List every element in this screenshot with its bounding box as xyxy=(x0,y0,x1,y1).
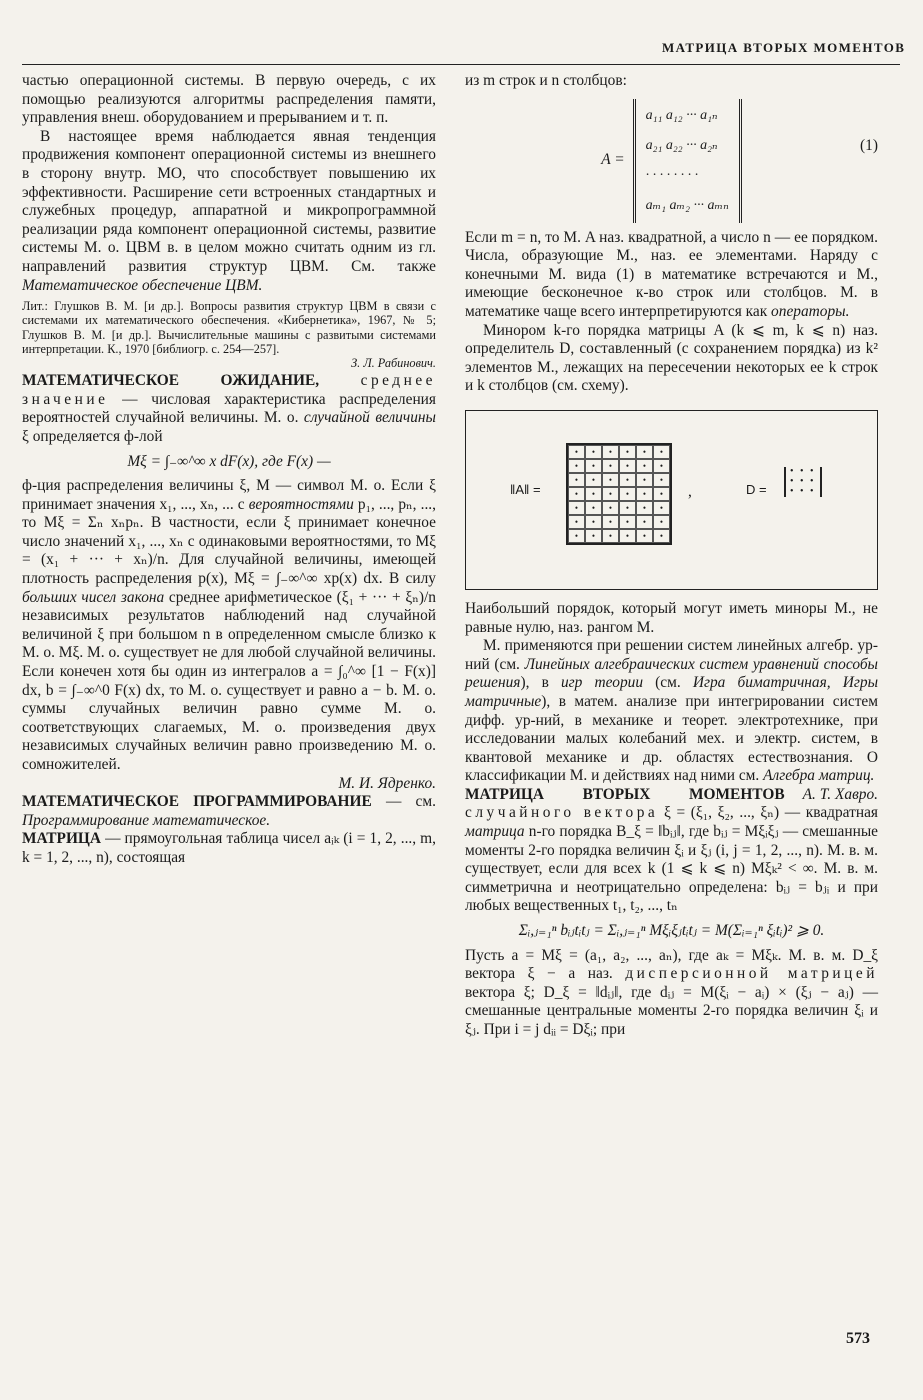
matrix-row: a₁₁ a₁₂ ··· a₁ₙ xyxy=(645,107,718,123)
cross-reference: игр теории xyxy=(560,674,644,692)
entry-term: МАТРИЦА xyxy=(22,830,102,848)
text: ξ = (ξ₁, ξ₂, ..., ξₙ) — квадратная xyxy=(663,804,878,822)
cross-reference: Игра биматричная, Игры матричные xyxy=(465,674,878,710)
text: Если m = n, то М. A наз. квадратной, а число n — ее порядком. Числа, образующие М., наз. ее элементами. Наряду с конечными М. вида (1) в математике встречаются и М., имеющие бесконечное к-во строк или столбцов. М. в математике чаще всего интерпретируются как xyxy=(465,228,878,320)
text: ф-ция распределения величины ξ, M — символ М. о. Если ξ принимает значения x₁, ..., xₙ, ... с xyxy=(22,477,436,513)
equation-number: (1) xyxy=(860,136,878,154)
matrix-lhs: A = xyxy=(601,151,625,169)
paragraph: Наибольший порядок, который могут иметь миноры М., не равные нулю, наз. рангом М. xyxy=(465,599,878,636)
entry-second-moments xyxy=(465,786,878,916)
page-number: 573 xyxy=(846,1330,870,1347)
figure-label-d: D = xyxy=(746,481,767,497)
minor-determinant: • • • • • • • • • xyxy=(784,467,822,497)
entry-expectation xyxy=(22,372,436,446)
text: В настоящее время наблюдается явная тенденция продвижения компонент операционной системы из внешнего в сторону внутр. МО, что способствует повышению их эффективности. Расширение сети встроенных стандартных и служебных процедур, аппаратной и микропрограммной реализации ряда компонент операционной системы, развитие системы М. о. ЦВМ в. в целом можно считать одним из гл. направлений развития структур ЦВМ. См. также xyxy=(22,127,436,275)
entry-programming xyxy=(22,793,436,830)
left-column xyxy=(22,72,436,868)
cross-reference: матрица xyxy=(465,823,525,841)
formula: Mξ = ∫₋∞^∞ x dF(x), где F(x) — xyxy=(127,452,331,470)
author-signature: З. Л. Рабинович. xyxy=(351,355,436,370)
figure-comma: , xyxy=(688,482,692,500)
running-header: МАТРИЦА ВТОРЫХ МОМЕНТОВ xyxy=(662,40,906,55)
text: вектора ξ; D_ξ = ‖dᵢⱼ‖, где dᵢⱼ = M(ξᵢ − aᵢ) × (ξⱼ − aⱼ) — смешанные центральные моменты 2-го порядка величин ξᵢ и ξⱼ. При i = j dᵢᵢ = Dξᵢ; при xyxy=(465,983,878,1038)
matrix-row: a₂₁ a₂₂ ··· a₂ₙ xyxy=(645,137,718,153)
cross-reference: Линейных алгебраических систем уравнений способы решения xyxy=(465,655,878,692)
text: p₁, ..., pₙ, ..., то Mξ = Σₙ xₙpₙ. В частности, если ξ принимает конечное число значений x₁, ..., xₙ с одинаковыми вероятностями, то Mξ = (x₁ + ··· + xₙ)/n. Для случайной величины, имеющей плотность распределения p(x), Mξ = ∫₋∞^∞ xp(x) dx. В силу xyxy=(22,495,436,588)
cross-reference: больших чисел закона xyxy=(22,588,165,606)
text: ), в xyxy=(520,674,549,692)
text: ξ определяется ф-лой xyxy=(22,427,163,445)
text: — прямоугольная таблица чисел aᵢₖ (i = 1, 2, ..., m, k = 1, 2, ..., n), состоящая xyxy=(22,830,436,866)
matrix-formula xyxy=(465,99,878,223)
spaced-term: дисперсионной матрицей xyxy=(625,965,878,983)
cross-reference: Математическое обеспечение ЦВМ. xyxy=(22,276,263,294)
entry-synonym: среднее значение xyxy=(22,372,436,408)
entry-term: МАТРИЦА ВТОРЫХ МОМЕНТОВ xyxy=(465,785,785,803)
matrix-row: aₘ₁ aₘ₂ ··· aₘₙ xyxy=(645,197,729,213)
paragraph xyxy=(22,128,436,295)
paragraph: Минором k-го порядка матрицы A (k ⩽ m, k ⩽ n) наз. определитель D, составленный (с сохранением порядка) из k² элементов М., лежащих на пересечении некоторых ее k строк и k столбцов (см. схему). xyxy=(465,321,878,395)
entry-term: МАТЕМАТИЧЕСКОЕ ОЖИДАНИЕ, xyxy=(22,372,320,390)
paragraph: из m строк и n столбцов: xyxy=(465,72,627,89)
text: (см. xyxy=(655,674,681,692)
entry-synonym: случайного вектора xyxy=(465,804,659,822)
literature xyxy=(22,299,436,370)
paragraph xyxy=(465,947,878,1040)
matrix-row: · · · · · · · · xyxy=(645,167,699,183)
cross-reference: Алгебра матриц. xyxy=(763,767,875,785)
literature-text: Лит.: Глушков В. М. [и др.]. Вопросы развития структур ЦВМ в связи с системами их математического обеспечения. «Кибернетика», 1967, № 5; Глушков В. М. [и др.]. Вычислительные машины с развитыми системами интерпретации. К., 1970 [библиогр. с. 254—257]. xyxy=(22,299,436,356)
entry-matrix xyxy=(22,830,436,867)
author-signature: А. Т. Хавро. xyxy=(802,785,878,803)
header-rule xyxy=(22,64,900,65)
text: ), в матем. анализе при интегрировании систем дифф. ур-ний, в механике и теорет. электротехнике, при исследовании малых колебаний мех. и электр. систем, в квантовой механике и др. областях естествознания. О классификации М. и действиях над ними см. xyxy=(465,692,878,785)
formula: Σᵢ,ⱼ₌₁ⁿ bᵢⱼtᵢtⱼ = Σᵢ,ⱼ₌₁ⁿ Mξᵢξⱼtᵢtⱼ = M(Σᵢ₌₁ⁿ ξᵢtᵢ)² ⩾ 0. xyxy=(518,922,825,940)
minor-scheme-figure xyxy=(465,410,878,590)
figure-label-a: ‖A‖ = xyxy=(510,481,541,497)
author-signature: М. И. Ядренко. xyxy=(338,774,436,792)
right-column xyxy=(465,72,878,1040)
text: Пусть a = Mξ = (a₁, a₂, ..., aₙ), где aₖ = Mξₖ. М. в. м. D_ξ вектора ξ − a наз. xyxy=(465,946,878,983)
text: — числовая характеристика распределения вероятностей случайной величины. М. о. xyxy=(22,390,436,427)
matrix-grid: • • • • • • • • • • • • • • • • • • • • • • • • • • • • • • • • • • • • • • • • • • xyxy=(566,443,672,545)
cross-reference: вероятностями xyxy=(248,495,354,513)
matrix-body xyxy=(633,99,742,223)
cross-reference: случайной величины xyxy=(303,409,436,427)
text: М. применяются при решении систем линейных алгебр. ур-ний (см. xyxy=(465,637,878,673)
text: n-го порядка B_ξ = ‖bᵢⱼ‖, где bᵢⱼ = Mξᵢξⱼ — смешанные моменты 2-го порядка величин ξᵢ и ξⱼ (i, j = 1, 2, ..., n). М. в. м. существует, если для всех k (1 ⩽ k ⩽ n) Mξₖ² < ∞. М. в. м. симметрична и неотрицательно определена: bᵢⱼ = bⱼᵢ и при любых вещественных t₁, t₂, ..., tₙ xyxy=(465,823,878,915)
paragraph xyxy=(22,477,436,793)
text: — см. xyxy=(385,793,436,811)
paragraph xyxy=(465,229,878,322)
entry-term: МАТЕМАТИЧЕСКОЕ ПРОГРАММИРОВАНИЕ xyxy=(22,793,372,811)
text: среднее арифметическое (ξ₁ + ··· + ξₙ)/n независимых результатов наблюдений над случайной величиной ξ при большом n в определенном смысле близко к М. о. Mξ. М. о. существует не для любой случайной величины. Если конечен хотя бы один из интегралов a = ∫₀^∞ [1 − F(x)] dx, b = ∫₋∞^0 F(x) dx, то М. о. существует и равно a − b. М. о. суммы случайных величин равно сумме М. о. соответствующих слагаемых, М. о. произведения двух независимых случайных величин равно произведению М. о. сомножителей. xyxy=(22,588,436,774)
cross-reference: Программирование математическое. xyxy=(22,811,271,829)
cross-reference: операторы. xyxy=(771,302,850,320)
paragraph: частью операционной системы. В первую очередь, с их помощью реализуются алгоритмы распределения памяти, управления внеш. оборудованием и прерыванием и т. п. xyxy=(22,72,436,127)
